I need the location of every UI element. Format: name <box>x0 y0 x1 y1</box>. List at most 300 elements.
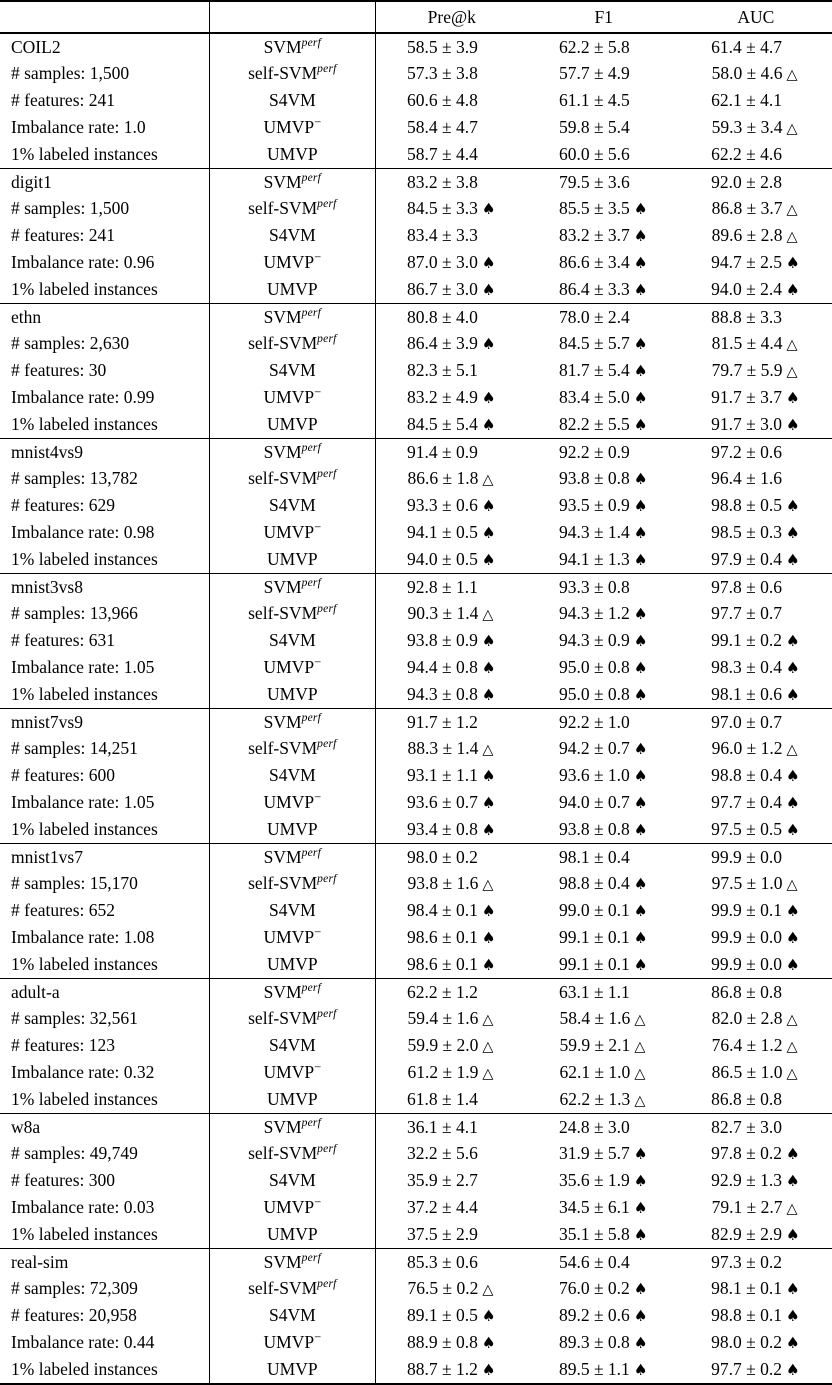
significance-loss-triangle-icon: △ <box>786 877 798 894</box>
method-base-label: UMVP <box>267 1358 318 1379</box>
table-row <box>0 736 832 763</box>
metric-value: 98.4 ± 0.1 <box>407 900 478 921</box>
metric-value: 58.0 ± 4.6 <box>711 63 783 84</box>
metric-value: 58.7 ± 4.4 <box>407 143 478 164</box>
dataset-info-line: # features: 629 <box>0 493 209 520</box>
method-base-label: S4VM <box>269 1170 316 1191</box>
header-method-blank <box>209 2 375 33</box>
method-base-label: UMVP <box>267 953 318 974</box>
significance-win-spade-icon: ♠ <box>786 928 800 947</box>
table-row <box>0 1194 832 1221</box>
metric-cell <box>375 304 527 331</box>
metric-cell <box>375 844 527 871</box>
method-name <box>209 384 375 411</box>
metric-cell <box>680 1167 832 1194</box>
method-base-label: UMVP <box>263 791 315 812</box>
dataset-info-line: 1% labeled instances <box>0 276 209 303</box>
dataset-info-line: Imbalance rate: 0.96 <box>0 249 209 276</box>
metric-cell <box>528 898 680 925</box>
metric-cell <box>680 493 832 520</box>
dataset-name: mnist3vs8 <box>0 574 209 601</box>
method-base-label: SVM <box>263 711 302 732</box>
method-superscript-perf: perf <box>301 36 322 49</box>
method-base-label: UMVP <box>263 1061 315 1082</box>
table-row <box>0 1302 832 1329</box>
metric-value: 98.3 ± 0.4 <box>711 656 782 677</box>
metric-value: 92.9 ± 1.3 <box>711 1170 782 1191</box>
method-name <box>209 466 375 493</box>
method-base-label: UMVP <box>267 1223 318 1244</box>
metric-value: 58.4 ± 4.7 <box>407 117 478 138</box>
metric-value: 61.4 ± 4.7 <box>711 36 782 57</box>
metric-cell <box>528 34 680 61</box>
metric-cell <box>680 114 832 141</box>
method-name <box>209 34 375 61</box>
significance-win-spade-icon: ♠ <box>481 1333 496 1352</box>
significance-win-spade-icon: ♠ <box>786 793 800 812</box>
method-name <box>209 1329 375 1356</box>
table-row <box>0 331 832 358</box>
metric-cell <box>375 34 527 61</box>
metric-cell <box>375 223 527 250</box>
method-superscript-perf: perf <box>301 441 322 454</box>
significance-win-spade-icon: ♠ <box>481 497 496 516</box>
metric-value: 88.7 ± 1.2 <box>407 1358 478 1379</box>
table-row <box>0 1032 832 1059</box>
method-base-label: S4VM <box>269 900 316 921</box>
table-row <box>0 1086 832 1113</box>
significance-win-spade-icon: ♠ <box>481 1360 496 1379</box>
method-base-label: SVM <box>263 36 302 57</box>
metric-value: 62.2 ± 1.2 <box>407 981 478 1002</box>
method-name <box>209 951 375 978</box>
metric-cell <box>528 546 680 573</box>
method-superscript-minus: − <box>314 520 322 535</box>
method-base-label: UMVP <box>263 252 315 273</box>
metric-value: 81.5 ± 4.4 <box>711 333 783 354</box>
method-base-label: self-SVM <box>248 198 318 219</box>
metric-cell <box>680 519 832 546</box>
metric-cell <box>375 924 527 951</box>
significance-win-spade-icon: ♠ <box>633 335 648 354</box>
method-name <box>209 276 375 303</box>
metric-value: 94.2 ± 0.7 <box>558 738 630 759</box>
metric-cell <box>528 1141 680 1168</box>
method-name <box>209 1249 375 1276</box>
method-name <box>209 924 375 951</box>
table-row <box>0 871 832 898</box>
significance-loss-triangle-icon: △ <box>786 1012 798 1029</box>
significance-loss-triangle-icon: △ <box>482 607 494 624</box>
metric-value: 98.1 ± 0.4 <box>558 846 630 867</box>
significance-win-spade-icon: ♠ <box>786 1360 800 1379</box>
metric-value: 80.8 ± 4.0 <box>407 306 478 327</box>
metric-value: 99.0 ± 0.1 <box>558 900 630 921</box>
dataset-info-line: Imbalance rate: 1.05 <box>0 654 209 681</box>
metric-value: 32.2 ± 5.6 <box>407 1143 478 1164</box>
metric-cell <box>680 223 832 250</box>
table-row <box>0 1276 832 1303</box>
metric-value: 61.1 ± 4.5 <box>558 90 630 111</box>
table-row <box>0 601 832 628</box>
table-row <box>0 1059 832 1086</box>
method-name <box>209 411 375 438</box>
metric-cell <box>680 546 832 573</box>
dataset-info-line: # features: 241 <box>0 223 209 250</box>
table-row <box>0 249 832 276</box>
method-base-label: S4VM <box>269 495 316 516</box>
metric-value: 97.8 ± 0.6 <box>711 576 782 597</box>
metric-cell <box>528 736 680 763</box>
method-superscript-minus: − <box>314 1330 322 1345</box>
table-row <box>0 574 832 601</box>
table-row <box>0 709 832 736</box>
metric-value: 57.3 ± 3.8 <box>407 63 478 84</box>
metric-cell <box>680 276 832 303</box>
method-name <box>209 871 375 898</box>
metric-cell <box>680 1329 832 1356</box>
method-superscript-minus: − <box>314 250 322 265</box>
table-row <box>0 88 832 115</box>
metric-value: 97.5 ± 1.0 <box>711 873 783 894</box>
method-base-label: UMVP <box>267 143 318 164</box>
significance-win-spade-icon: ♠ <box>786 902 800 921</box>
table-row <box>0 466 832 493</box>
significance-win-spade-icon: ♠ <box>786 1225 800 1244</box>
metric-cell <box>680 628 832 655</box>
metric-cell <box>680 1221 832 1248</box>
header-dataset-blank <box>0 2 209 33</box>
metric-cell <box>375 763 527 790</box>
significance-win-spade-icon: ♠ <box>633 1307 648 1326</box>
dataset-info-line: # features: 631 <box>0 628 209 655</box>
table-row <box>0 1221 832 1248</box>
significance-loss-triangle-icon: △ <box>786 67 798 84</box>
metric-cell <box>528 1329 680 1356</box>
metric-value: 63.1 ± 1.1 <box>558 981 630 1002</box>
method-superscript-perf: perf <box>301 171 322 184</box>
metric-value: 86.8 ± 3.7 <box>711 198 783 219</box>
dataset-info-line: Imbalance rate: 1.0 <box>0 114 209 141</box>
metric-cell <box>528 654 680 681</box>
metric-cell <box>375 1114 527 1141</box>
method-base-label: UMVP <box>263 117 315 138</box>
dataset-info-line: # samples: 72,309 <box>0 1276 209 1303</box>
method-name <box>209 61 375 88</box>
significance-loss-triangle-icon: △ <box>482 877 494 894</box>
dataset-info-line: 1% labeled instances <box>0 411 209 438</box>
metric-value: 62.1 ± 4.1 <box>711 90 782 111</box>
significance-win-spade-icon: ♠ <box>786 389 800 407</box>
method-superscript-perf: perf <box>301 846 322 859</box>
metric-cell <box>528 1221 680 1248</box>
metric-cell <box>680 34 832 61</box>
metric-value: 62.2 ± 5.8 <box>558 36 630 57</box>
metric-value: 79.5 ± 3.6 <box>558 171 630 192</box>
method-base-label: self-SVM <box>248 873 318 894</box>
table-row <box>0 816 832 843</box>
metric-value: 98.8 ± 0.5 <box>711 495 782 516</box>
method-name <box>209 816 375 843</box>
metric-cell <box>680 1276 832 1303</box>
metric-cell <box>680 601 832 628</box>
method-base-label: S4VM <box>269 90 316 111</box>
metric-cell <box>528 601 680 628</box>
metric-cell <box>528 951 680 978</box>
metric-cell <box>528 1302 680 1329</box>
metric-value: 95.0 ± 0.8 <box>558 656 630 677</box>
significance-loss-triangle-icon: △ <box>786 229 798 246</box>
metric-cell <box>528 709 680 736</box>
method-base-label: self-SVM <box>248 468 318 489</box>
metric-cell <box>528 979 680 1006</box>
metric-cell <box>528 249 680 276</box>
significance-loss-triangle-icon: △ <box>634 1012 646 1029</box>
dataset-info-line: # samples: 13,966 <box>0 601 209 628</box>
dataset-name: mnist4vs9 <box>0 439 209 466</box>
method-name <box>209 331 375 358</box>
metric-value: 82.7 ± 3.0 <box>711 1116 782 1137</box>
dataset-info-line: 1% labeled instances <box>0 1356 209 1384</box>
metric-value: 79.7 ± 5.9 <box>711 360 783 381</box>
significance-win-spade-icon: ♠ <box>481 280 496 299</box>
metric-cell <box>375 816 527 843</box>
metric-value: 93.3 ± 0.8 <box>558 576 630 597</box>
metric-value: 91.7 ± 3.0 <box>711 413 782 434</box>
significance-win-spade-icon: ♠ <box>633 605 648 624</box>
metric-value: 83.2 ± 4.9 <box>407 387 478 407</box>
method-superscript-perf: perf <box>301 1116 322 1129</box>
dataset-name: ethn <box>0 304 209 331</box>
method-base-label: SVM <box>263 171 302 192</box>
significance-loss-triangle-icon: △ <box>786 337 798 354</box>
significance-win-spade-icon: ♠ <box>633 955 648 974</box>
metric-cell <box>528 358 680 385</box>
method-superscript-minus: − <box>314 1060 322 1075</box>
metric-cell <box>528 196 680 223</box>
dataset-info-line: Imbalance rate: 1.08 <box>0 924 209 951</box>
metric-cell <box>375 789 527 816</box>
table-row <box>0 951 832 978</box>
method-base-label: UMVP <box>267 818 318 839</box>
dataset-info-line: 1% labeled instances <box>0 951 209 978</box>
table-row <box>0 276 832 303</box>
table-row <box>0 681 832 708</box>
significance-win-spade-icon: ♠ <box>633 875 648 894</box>
method-name <box>209 1221 375 1248</box>
table-row <box>0 898 832 925</box>
metric-value: 91.7 ± 1.2 <box>407 711 478 732</box>
metric-value: 99.1 ± 0.1 <box>558 926 630 947</box>
method-name <box>209 763 375 790</box>
metric-cell <box>375 951 527 978</box>
metric-value: 90.3 ± 1.4 <box>407 603 479 624</box>
method-name <box>209 681 375 708</box>
significance-win-spade-icon: ♠ <box>481 955 496 974</box>
dataset-info-line: 1% labeled instances <box>0 1221 209 1248</box>
significance-win-spade-icon: ♠ <box>481 902 496 921</box>
method-name <box>209 1141 375 1168</box>
method-base-label: UMVP <box>267 1088 318 1109</box>
metric-value: 98.0 ± 0.2 <box>711 1331 782 1352</box>
metric-value: 93.5 ± 0.9 <box>558 495 630 516</box>
method-name <box>209 1086 375 1113</box>
method-name <box>209 898 375 925</box>
significance-win-spade-icon: ♠ <box>633 280 648 299</box>
metric-cell <box>375 1194 527 1221</box>
header-metric-auc: AUC <box>737 6 775 27</box>
metric-cell <box>528 844 680 871</box>
metric-value: 31.9 ± 5.7 <box>558 1143 630 1164</box>
metric-value: 82.2 ± 5.5 <box>558 413 630 434</box>
metric-value: 62.2 ± 4.6 <box>711 143 782 164</box>
method-name <box>209 1194 375 1221</box>
method-base-label: S4VM <box>269 360 316 381</box>
metric-cell <box>680 1006 832 1033</box>
metric-value: 94.3 ± 0.8 <box>407 683 478 704</box>
significance-win-spade-icon: ♠ <box>786 1333 800 1352</box>
metric-cell <box>528 1167 680 1194</box>
significance-loss-triangle-icon: △ <box>634 1065 646 1082</box>
metric-cell <box>528 141 680 168</box>
metric-value: 99.9 ± 0.1 <box>711 900 782 921</box>
significance-win-spade-icon: ♠ <box>481 658 496 677</box>
significance-loss-triangle-icon: △ <box>786 1200 798 1217</box>
metric-cell <box>528 816 680 843</box>
metric-cell <box>528 1249 680 1276</box>
metric-cell <box>680 439 832 466</box>
metric-cell <box>528 411 680 438</box>
metric-cell <box>375 1167 527 1194</box>
metric-value: 94.4 ± 0.8 <box>407 656 478 677</box>
method-name <box>209 1114 375 1141</box>
metric-cell <box>680 924 832 951</box>
significance-win-spade-icon: ♠ <box>633 523 648 542</box>
table-row <box>0 411 832 438</box>
metric-cell <box>528 871 680 898</box>
metric-value: 99.9 ± 0.0 <box>711 846 782 867</box>
dataset-info-line: 1% labeled instances <box>0 546 209 573</box>
dataset-info-line: # features: 30 <box>0 358 209 385</box>
metric-cell <box>680 951 832 978</box>
method-superscript-minus: − <box>314 115 322 130</box>
method-name <box>209 358 375 385</box>
method-name <box>209 1032 375 1059</box>
method-name <box>209 546 375 573</box>
table-row <box>0 439 832 466</box>
metric-value: 24.8 ± 3.0 <box>558 1116 630 1137</box>
table-row <box>0 844 832 871</box>
method-base-label: UMVP <box>263 521 315 542</box>
metric-value: 92.8 ± 1.1 <box>407 576 478 597</box>
method-name <box>209 1302 375 1329</box>
dataset-info-line: # samples: 2,630 <box>0 331 209 358</box>
method-superscript-perf: perf <box>317 333 337 346</box>
metric-value: 94.3 ± 1.2 <box>558 603 630 624</box>
metric-cell <box>375 628 527 655</box>
metric-cell <box>680 1114 832 1141</box>
metric-cell <box>528 88 680 115</box>
table-row <box>0 114 832 141</box>
significance-loss-triangle-icon: △ <box>786 1039 798 1056</box>
metric-value: 97.3 ± 0.2 <box>711 1251 782 1272</box>
dataset-name: digit1 <box>0 169 209 196</box>
metric-value: 59.4 ± 1.6 <box>407 1008 479 1029</box>
significance-win-spade-icon: ♠ <box>633 497 648 516</box>
metric-value: 86.6 ± 3.4 <box>558 252 630 273</box>
significance-win-spade-icon: ♠ <box>633 1145 648 1164</box>
metric-cell <box>680 898 832 925</box>
metric-cell <box>375 88 527 115</box>
dataset-info-line: # features: 241 <box>0 88 209 115</box>
method-base-label: S4VM <box>269 630 316 651</box>
metric-value: 94.0 ± 0.7 <box>558 791 630 812</box>
significance-loss-triangle-icon: △ <box>482 742 494 759</box>
metric-value: 62.1 ± 1.0 <box>559 1061 631 1082</box>
significance-win-spade-icon: ♠ <box>786 1145 800 1164</box>
significance-win-spade-icon: ♠ <box>633 389 648 407</box>
significance-win-spade-icon: ♠ <box>786 550 800 569</box>
dataset-info-line: # samples: 14,251 <box>0 736 209 763</box>
metric-cell <box>528 1006 680 1033</box>
metric-cell <box>375 1086 527 1113</box>
metric-value: 93.8 ± 0.8 <box>558 468 630 489</box>
method-base-label: SVM <box>263 441 302 462</box>
significance-loss-triangle-icon: △ <box>634 1039 646 1056</box>
method-base-label: S4VM <box>269 1305 316 1326</box>
table-row <box>0 196 832 223</box>
method-superscript-perf: perf <box>301 1251 322 1264</box>
metric-value: 98.6 ± 0.1 <box>407 953 478 974</box>
metric-cell <box>375 249 527 276</box>
header-metric-pre-k: Pre@k <box>427 6 476 27</box>
metric-cell <box>680 1356 832 1384</box>
metric-cell <box>680 1032 832 1059</box>
metric-value: 86.4 ± 3.3 <box>558 278 630 299</box>
significance-win-spade-icon: ♠ <box>786 632 800 651</box>
significance-win-spade-icon: ♠ <box>481 254 496 273</box>
metric-value: 82.0 ± 2.8 <box>711 1008 783 1029</box>
table-row <box>0 384 832 411</box>
metric-value: 93.1 ± 1.1 <box>407 765 478 786</box>
metric-cell <box>528 681 680 708</box>
metric-cell <box>375 439 527 466</box>
metric-cell <box>375 411 527 438</box>
significance-win-spade-icon: ♠ <box>481 389 496 407</box>
method-name <box>209 709 375 736</box>
metric-cell <box>528 628 680 655</box>
metric-cell <box>528 519 680 546</box>
significance-win-spade-icon: ♠ <box>786 767 800 786</box>
significance-win-spade-icon: ♠ <box>481 928 496 947</box>
metric-value: 97.7 ± 0.7 <box>711 603 782 624</box>
metric-cell <box>528 466 680 493</box>
method-base-label: SVM <box>263 576 302 597</box>
dataset-info-line: Imbalance rate: 1.05 <box>0 789 209 816</box>
metric-value: 96.0 ± 1.2 <box>711 738 783 759</box>
dataset-name: real-sim <box>0 1249 209 1276</box>
significance-win-spade-icon: ♠ <box>633 227 648 246</box>
metric-cell <box>528 1114 680 1141</box>
method-name <box>209 114 375 141</box>
significance-win-spade-icon: ♠ <box>786 497 800 516</box>
metric-value: 59.3 ± 3.4 <box>711 117 783 138</box>
method-name <box>209 223 375 250</box>
significance-win-spade-icon: ♠ <box>481 415 496 434</box>
significance-win-spade-icon: ♠ <box>481 685 496 704</box>
metric-value: 94.0 ± 0.5 <box>407 548 478 569</box>
metric-value: 89.5 ± 1.1 <box>558 1358 630 1379</box>
